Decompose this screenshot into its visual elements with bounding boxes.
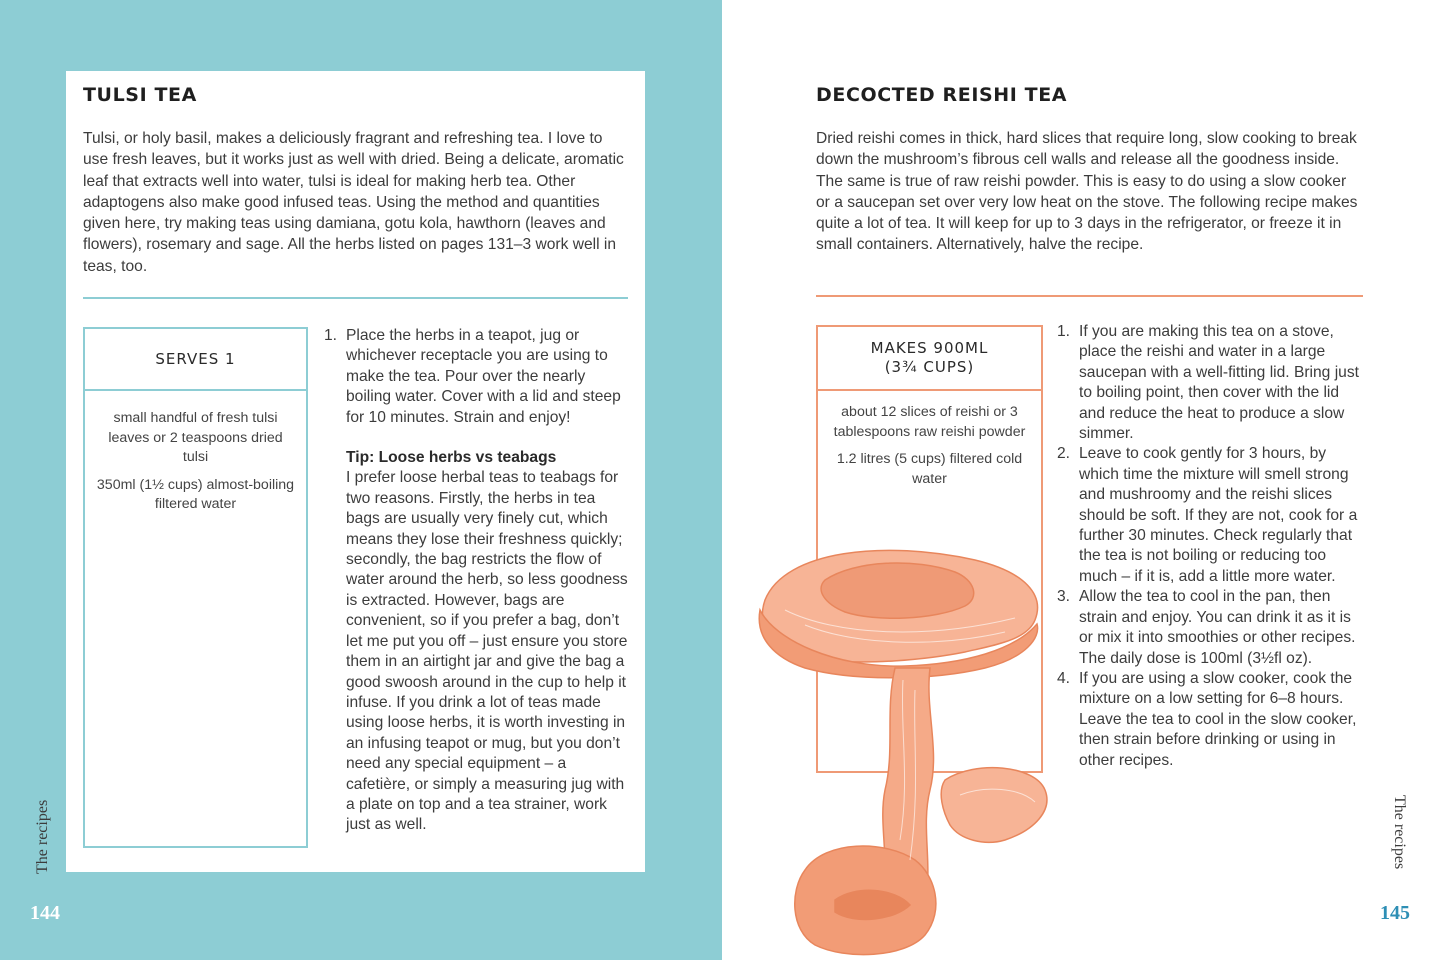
step-number: 4. (1057, 669, 1071, 687)
method-step (1057, 587, 1362, 669)
method-steps-tulsi (324, 326, 630, 836)
method-steps-reishi (1057, 322, 1362, 771)
method-step (324, 326, 630, 836)
step-number: 1. (324, 327, 338, 344)
page-number-left: 144 (30, 902, 60, 924)
section-side-label: The recipes (1391, 795, 1408, 870)
tip-title: Tip: Loose herbs vs teabags (346, 449, 557, 467)
ingredients-box-tulsi (83, 327, 308, 848)
yield-line: (3¾ CUPS) (884, 358, 975, 376)
recipe-intro-reishi: Dried reishi comes in thick, hard slices that require long, slow cooking to break down the mushroom’s fibrous cell walls and release all the goodness inside. The same is true of raw reishi powder. This is easy to do using a slow cooker or a saucepan set over very low heat on the stove. The following recipe makes quite a lot of tea. It will keep for up to 3 days in the refrigerator, or freeze it in small containers. Alternatively, halve the recipe. (816, 130, 1358, 254)
section-side-label: The recipes (34, 799, 51, 874)
yield-label (818, 327, 1041, 389)
page-number-right: 145 (1380, 902, 1410, 924)
reishi-mushroom-illustration (745, 540, 1065, 960)
step-number: 3. (1057, 588, 1071, 606)
ingredient-item: small handful of fresh tulsi leaves or 2 teaspoons dried tulsi (108, 410, 283, 465)
box-divider (818, 389, 1041, 391)
recipe-title-reishi: DECOCTED REISHI TEA (816, 84, 1068, 106)
ingredient-item: 1.2 litres (5 cups) filtered cold water (836, 451, 1023, 487)
method-step (1057, 669, 1362, 771)
mushroom-small-cap (941, 768, 1047, 843)
yield-label: SERVES 1 (155, 349, 236, 368)
ingredients-list (95, 409, 296, 523)
recipe-title-tulsi: TULSI TEA (83, 84, 197, 106)
ingredient-item: about 12 slices of reishi or 3 tablespoons raw reishi powder (833, 404, 1026, 440)
ingredient-item: 350ml (1½ cups) almost-boiling filtered water (96, 476, 295, 512)
step-number: 1. (1057, 323, 1071, 340)
step-text: If you are using a slow cooker, cook the mixture on a low setting for 6–8 hours. Leave the tea to cool in the slow cooker, then strain before drinking or using in other recipes. (1079, 669, 1357, 769)
step-text: Leave to cook gently for 3 hours, by which time the mixture will smell strong and mushroomy and the reishi slices should be soft. If they are not, cook for a further 30 minutes. Check regularly that the tea is not boiling or reducing too much – if it is, add a little more water. (1079, 445, 1358, 585)
recipe-intro-tulsi: Tulsi, or holy basil, makes a deliciously fragrant and refreshing tea. I love to use fresh leaves, but it works just as well with dried. Being a delicate, aromatic leaf that extracts well into water, tulsi is ideal for making herb tea. Other adaptogens also make good infused teas. Using the method and quantities given here, try making teas using damiana, gotu kola, hawthorn (leaves and flowers), rosemary and sage. All the herbs listed on pages 131–3 work well in teas, too. (83, 130, 624, 275)
mushroom-cap-top (821, 563, 974, 618)
box-divider (85, 389, 306, 391)
step-number: 2. (1057, 445, 1071, 463)
section-divider (83, 297, 628, 299)
ingredients-list (828, 403, 1031, 497)
method-step (1057, 322, 1362, 444)
step-text: Allow the tea to cool in the pan, then strain and enjoy. You can drink it as it is or mix it into smoothies or other recipes. The daily dose is 100ml (3½fl oz). (1079, 588, 1356, 667)
section-divider (816, 295, 1363, 297)
tip-text: I prefer loose herbal teas to teabags for two reasons. Firstly, the herbs in tea bags are usually very finely cut, which means they lose their freshness quickly; secondly, the bag restricts the flow of water around the herb, so less goodness is extracted. However, bags are convenient, so if you prefer a bag, don’t let me put you off – just ensure you store them in an airtight jar and give the bag a good swoosh around in the cup to help it infuse. If you drink a lot of teas made using loose herbs, it is worth investing in an infusing teapot or mug, but you don’t need any special equipment – a cafetière, or simply a measuring jug with a plate on top and a tea strainer, work just as well. (346, 469, 628, 834)
method-step (1057, 444, 1362, 587)
step-text: Place the herbs in a teapot, jug or whichever receptacle you are using to make the tea. Pour over the nearly boiling water. Cover with a lid and steep for 10 minutes. Strain and enjoy! (346, 327, 621, 426)
yield-line: MAKES 900ML (870, 339, 989, 357)
step-text: If you are making this tea on a stove, place the reishi and water in a large saucepan with a well-fitting lid. Bring just to boiling point, then cover with the lid and reduce the heat to produce a slow simmer. (1079, 323, 1359, 443)
